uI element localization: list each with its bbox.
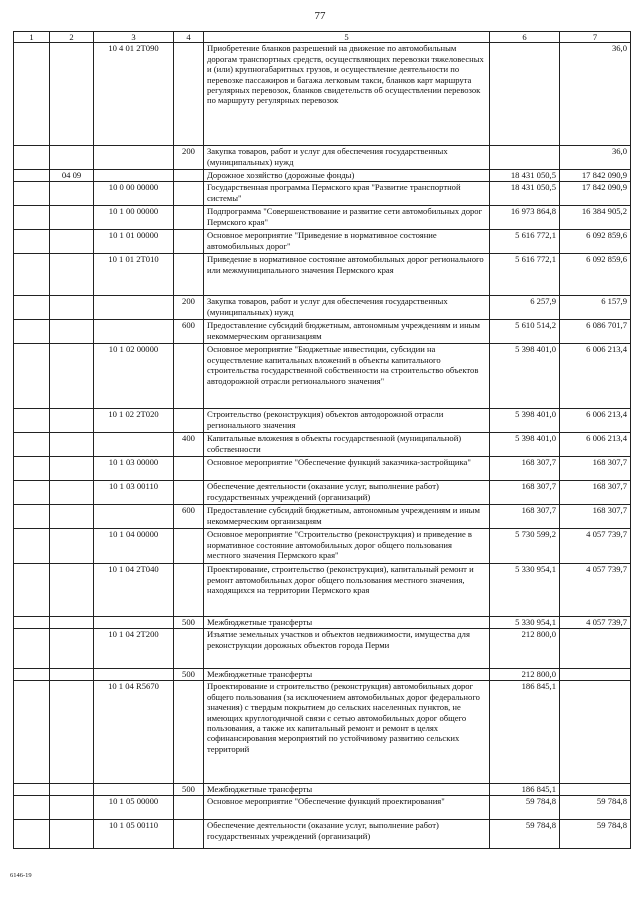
table-row [14, 146, 631, 170]
cell-c3 [94, 784, 174, 796]
cell-c3: 10 0 00 00000 [94, 182, 174, 206]
table-row [14, 784, 631, 796]
cell-c3: 10 1 04 2T040 [94, 564, 174, 617]
cell-c6: 212 800,0 [490, 669, 560, 681]
cell-c7: 6 092 859,6 [560, 254, 631, 296]
cell-c6: 18 431 050,5 [490, 170, 560, 182]
cell-c1 [14, 296, 50, 320]
cell-c7: 36,0 [560, 43, 631, 146]
cell-c6: 16 973 864,8 [490, 206, 560, 230]
cell-c2 [50, 796, 94, 820]
cell-c1 [14, 320, 50, 344]
cell-c7: 168 307,7 [560, 481, 631, 505]
cell-c1 [14, 505, 50, 529]
cell-c4 [174, 820, 204, 849]
cell-c4 [174, 409, 204, 433]
cell-c4: 600 [174, 505, 204, 529]
cell-c4: 200 [174, 146, 204, 170]
cell-c2 [50, 182, 94, 206]
cell-c7: 17 842 090,9 [560, 170, 631, 182]
cell-c2 [50, 344, 94, 409]
cell-c6: 212 800,0 [490, 629, 560, 669]
table-row [14, 254, 631, 296]
cell-c2 [50, 784, 94, 796]
table-row [14, 433, 631, 457]
cell-c2 [50, 146, 94, 170]
cell-c4 [174, 629, 204, 669]
table-row [14, 296, 631, 320]
cell-c3: 10 1 02 00000 [94, 344, 174, 409]
table-row [14, 629, 631, 669]
cell-c2 [50, 564, 94, 617]
cell-c7: 59 784,8 [560, 820, 631, 849]
cell-c3 [94, 669, 174, 681]
cell-c1 [14, 182, 50, 206]
cell-c3: 10 1 03 00110 [94, 481, 174, 505]
cell-c6: 5 616 772,1 [490, 254, 560, 296]
cell-c7: 4 057 739,7 [560, 617, 631, 629]
cell-c6: 5 730 599,2 [490, 529, 560, 564]
table-row [14, 344, 631, 409]
column-header: 1 [14, 32, 50, 43]
cell-c2 [50, 820, 94, 849]
cell-c4: 500 [174, 617, 204, 629]
cell-c5: Закупка товаров, работ и услуг для обеспечения государственных (муниципальных) нужд [204, 296, 490, 320]
cell-c6 [490, 43, 560, 146]
cell-c4 [174, 206, 204, 230]
cell-c1 [14, 409, 50, 433]
cell-c4: 500 [174, 784, 204, 796]
footer-code: 6146-19 [10, 872, 32, 879]
cell-c2 [50, 320, 94, 344]
cell-c1 [14, 146, 50, 170]
table-row [14, 617, 631, 629]
cell-c1 [14, 617, 50, 629]
cell-c5: Основное мероприятие "Обеспечение функций заказчика-застройщика" [204, 457, 490, 481]
table-row [14, 669, 631, 681]
cell-c1 [14, 344, 50, 409]
cell-c5: Межбюджетные трансферты [204, 617, 490, 629]
cell-c3: 10 1 01 00000 [94, 230, 174, 254]
cell-c1 [14, 681, 50, 784]
cell-c3: 10 1 03 00000 [94, 457, 174, 481]
column-header: 7 [560, 32, 631, 43]
cell-c2 [50, 669, 94, 681]
cell-c7 [560, 681, 631, 784]
cell-c5: Проектирование, строительство (реконструкция), капитальный ремонт и ремонт автомобильных дорог общего пользования местного значения, находящихся на территории Пермского края [204, 564, 490, 617]
cell-c4 [174, 230, 204, 254]
table-row [14, 320, 631, 344]
cell-c7: 6 006 213,4 [560, 344, 631, 409]
cell-c5: Основное мероприятие "Строительство (реконструкция) и приведение в нормативное состояние автомобильных дорог общего пользования местного значения Пермского края" [204, 529, 490, 564]
cell-c3 [94, 170, 174, 182]
cell-c4 [174, 457, 204, 481]
cell-c2 [50, 296, 94, 320]
cell-c7: 168 307,7 [560, 505, 631, 529]
cell-c6: 5 616 772,1 [490, 230, 560, 254]
cell-c1 [14, 457, 50, 481]
cell-c5: Подпрограмма "Совершенствование и развитие сети автомобильных дорог Пермского края" [204, 206, 490, 230]
cell-c2 [50, 505, 94, 529]
table-row [14, 505, 631, 529]
cell-c2 [50, 254, 94, 296]
cell-c3 [94, 146, 174, 170]
cell-c3: 10 1 01 2T010 [94, 254, 174, 296]
cell-c6: 5 398 401,0 [490, 344, 560, 409]
cell-c2 [50, 43, 94, 146]
cell-c3: 10 1 00 00000 [94, 206, 174, 230]
cell-c6: 5 330 954,1 [490, 564, 560, 617]
cell-c2 [50, 409, 94, 433]
cell-c6 [490, 146, 560, 170]
table-row [14, 182, 631, 206]
cell-c2 [50, 481, 94, 505]
cell-c1 [14, 820, 50, 849]
cell-c5: Государственная программа Пермского края "Развитие транспортной системы" [204, 182, 490, 206]
cell-c1 [14, 564, 50, 617]
column-header: 2 [50, 32, 94, 43]
cell-c1 [14, 529, 50, 564]
table-row [14, 564, 631, 617]
cell-c3: 10 1 04 R5670 [94, 681, 174, 784]
table-row [14, 796, 631, 820]
cell-c1 [14, 481, 50, 505]
cell-c5: Приведение в нормативное состояние автомобильных дорог регионального или межмуниципального значения Пермского края [204, 254, 490, 296]
cell-c6: 6 257,9 [490, 296, 560, 320]
cell-c3: 10 1 04 00000 [94, 529, 174, 564]
cell-c6: 5 398 401,0 [490, 409, 560, 433]
column-header: 3 [94, 32, 174, 43]
table-row [14, 481, 631, 505]
table-row [14, 230, 631, 254]
cell-c1 [14, 170, 50, 182]
cell-c7: 36,0 [560, 146, 631, 170]
column-header-row [14, 32, 631, 43]
table-row [14, 409, 631, 433]
cell-c7: 6 006 213,4 [560, 433, 631, 457]
cell-c7: 4 057 739,7 [560, 564, 631, 617]
cell-c5: Изъятие земельных участков и объектов недвижимости, имущества для реконструкции дорожных объектов города Перми [204, 629, 490, 669]
cell-c2 [50, 529, 94, 564]
cell-c5: Основное мероприятие "Бюджетные инвестиции, субсидии на осуществление капитальных вложений в объекты капитального строительства государственной собственности на строительство объектов автодорожной отрасли регионального значения" [204, 344, 490, 409]
cell-c3 [94, 296, 174, 320]
cell-c2 [50, 681, 94, 784]
cell-c6: 186 845,1 [490, 784, 560, 796]
cell-c1 [14, 433, 50, 457]
cell-c6: 59 784,8 [490, 820, 560, 849]
cell-c1 [14, 206, 50, 230]
page-number: 77 [314, 10, 326, 22]
cell-c5: Предоставление субсидий бюджетным, автономным учреждениям и иным некоммерческим организациям [204, 320, 490, 344]
table-row [14, 681, 631, 784]
cell-c6: 5 330 954,1 [490, 617, 560, 629]
cell-c7: 6 092 859,6 [560, 230, 631, 254]
table-row [14, 170, 631, 182]
cell-c7 [560, 669, 631, 681]
cell-c6: 168 307,7 [490, 457, 560, 481]
cell-c4 [174, 254, 204, 296]
cell-c4 [174, 529, 204, 564]
cell-c6: 168 307,7 [490, 481, 560, 505]
cell-c4: 200 [174, 296, 204, 320]
cell-c4 [174, 182, 204, 206]
cell-c5: Основное мероприятие "Обеспечение функций проектирования" [204, 796, 490, 820]
cell-c7: 59 784,8 [560, 796, 631, 820]
cell-c4 [174, 481, 204, 505]
cell-c5: Дорожное хозяйство (дорожные фонды) [204, 170, 490, 182]
table-row [14, 206, 631, 230]
cell-c3 [94, 505, 174, 529]
cell-c1 [14, 230, 50, 254]
cell-c2: 04 09 [50, 170, 94, 182]
cell-c5: Межбюджетные трансферты [204, 669, 490, 681]
cell-c7 [560, 629, 631, 669]
cell-c6: 186 845,1 [490, 681, 560, 784]
cell-c2 [50, 230, 94, 254]
cell-c7: 168 307,7 [560, 457, 631, 481]
table-row [14, 820, 631, 849]
cell-c7: 17 842 090,9 [560, 182, 631, 206]
table-row [14, 43, 631, 146]
cell-c2 [50, 629, 94, 669]
cell-c1 [14, 796, 50, 820]
table-body [14, 32, 631, 849]
cell-c2 [50, 617, 94, 629]
cell-c7: 6 086 701,7 [560, 320, 631, 344]
cell-c5: Обеспечение деятельности (оказание услуг, выполнение работ) государственных учреждений (организаций) [204, 481, 490, 505]
cell-c2 [50, 206, 94, 230]
budget-table [13, 31, 631, 849]
cell-c4 [174, 170, 204, 182]
cell-c3: 10 1 05 00110 [94, 820, 174, 849]
cell-c1 [14, 43, 50, 146]
cell-c4: 400 [174, 433, 204, 457]
table-row [14, 457, 631, 481]
cell-c3: 10 1 02 2T020 [94, 409, 174, 433]
cell-c5: Предоставление субсидий бюджетным, автономным учреждениям и иным некоммерческим организациям [204, 505, 490, 529]
cell-c3 [94, 433, 174, 457]
column-header: 5 [204, 32, 490, 43]
cell-c5: Приобретение бланков разрешений на движение по автомобильным дорогам транспортных средств, осуществляющих перевозки тяжеловесных и (или) крупногабаритных грузов, и осуществление деятельности по перевозке пассажиров и багажа легковым такси, бланков карт маршрута регулярных перевозок, бланков свидетельств об осуществлении перевозок по маршруту регулярных перевозок [204, 43, 490, 146]
cell-c3 [94, 617, 174, 629]
cell-c3: 10 1 05 00000 [94, 796, 174, 820]
cell-c5: Капитальные вложения в объекты государственной (муниципальной) собственности [204, 433, 490, 457]
cell-c1 [14, 669, 50, 681]
cell-c2 [50, 457, 94, 481]
cell-c6: 59 784,8 [490, 796, 560, 820]
cell-c1 [14, 254, 50, 296]
column-header: 6 [490, 32, 560, 43]
cell-c7 [560, 784, 631, 796]
cell-c4 [174, 43, 204, 146]
cell-c7: 6 157,9 [560, 296, 631, 320]
column-header: 4 [174, 32, 204, 43]
cell-c2 [50, 433, 94, 457]
cell-c6: 168 307,7 [490, 505, 560, 529]
cell-c3 [94, 320, 174, 344]
cell-c6: 5 398 401,0 [490, 433, 560, 457]
cell-c3: 10 1 04 2T200 [94, 629, 174, 669]
cell-c6: 5 610 514,2 [490, 320, 560, 344]
cell-c4 [174, 681, 204, 784]
cell-c4: 600 [174, 320, 204, 344]
cell-c5: Закупка товаров, работ и услуг для обеспечения государственных (муниципальных) нужд [204, 146, 490, 170]
table-row [14, 529, 631, 564]
cell-c5: Проектирование и строительство (реконструкция) автомобильных дорог общего пользования (за исключением автомобильных дорог федерального значения) с твердым покрытием до сельских населенных пунктов, не имеющих круглогодичной связи с сетью автомобильных дорог общего пользования, а также их капитальный ремонт и ремонт в целях софинансирования мероприятий по устойчивому развитию сельских территорий [204, 681, 490, 784]
cell-c5: Межбюджетные трансферты [204, 784, 490, 796]
cell-c6: 18 431 050,5 [490, 182, 560, 206]
cell-c5: Основное мероприятие "Приведение в нормативное состояние автомобильных дорог" [204, 230, 490, 254]
cell-c7: 4 057 739,7 [560, 529, 631, 564]
cell-c5: Обеспечение деятельности (оказание услуг, выполнение работ) государственных учреждений (организаций) [204, 820, 490, 849]
cell-c5: Строительство (реконструкция) объектов автодорожной отрасли регионального значения [204, 409, 490, 433]
cell-c4 [174, 564, 204, 617]
cell-c1 [14, 629, 50, 669]
cell-c4: 500 [174, 669, 204, 681]
cell-c3: 10 4 01 2T090 [94, 43, 174, 146]
cell-c7: 6 006 213,4 [560, 409, 631, 433]
cell-c4 [174, 344, 204, 409]
cell-c1 [14, 784, 50, 796]
cell-c4 [174, 796, 204, 820]
cell-c7: 16 384 905,2 [560, 206, 631, 230]
